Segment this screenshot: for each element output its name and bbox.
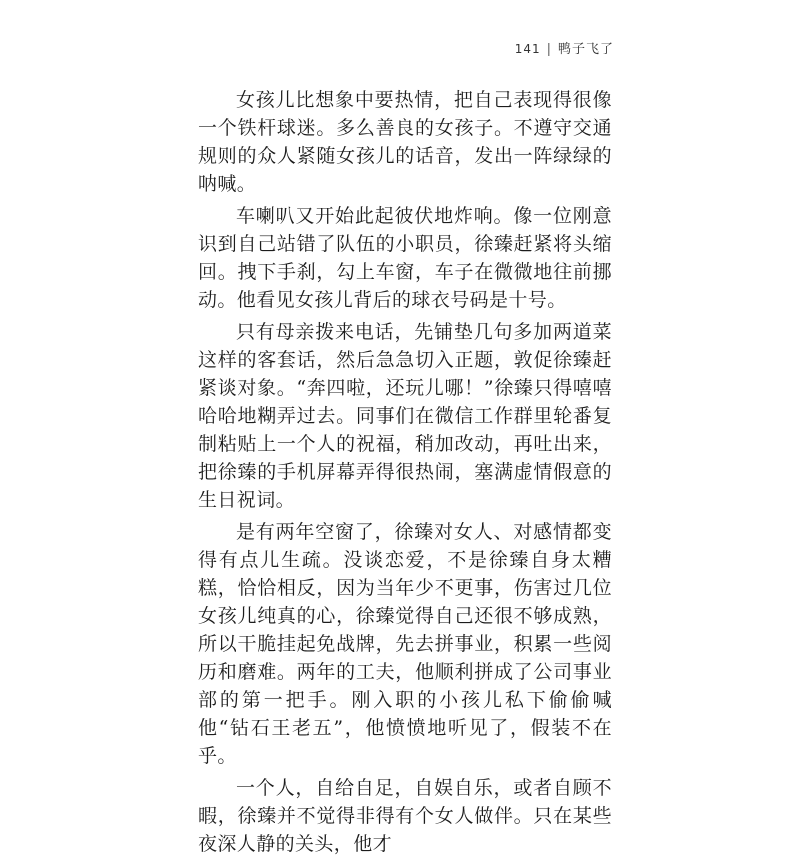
paragraph: 车喇叭又开始此起彼伏地炸响。像一位刚意识到自己站错了队伍的小职员，徐臻赶紧将头缩回。拽下手刹，勾上车窗，车子在微微地往前挪动。他看见女孩儿背后的球衣号码是十号。 bbox=[198, 205, 612, 311]
page-number: 141 bbox=[514, 42, 541, 56]
paragraph: 一个人，自给自足，自娱自乐，或者自顾不暇，徐臻并不觉得非得有个女人做伴。只在某些夜深人静的关头，他才 bbox=[198, 777, 612, 855]
paragraph: 只有母亲拨来电话，先铺垫几句多加两道菜这样的客套话，然后急急切入正题，敦促徐臻赶紧谈对象。“奔四啦，还玩儿哪！”徐臻只得嘻嘻哈哈地糊弄过去。同事们在微信工作群里轮番复制粘贴上一个人的祝福，稍加改动，再吐出来，把徐臻的手机屏幕弄得很热闹，塞满虚情假意的生日祝词。 bbox=[198, 321, 612, 511]
body-text bbox=[198, 86, 612, 858]
paragraph: 是有两年空窗了，徐臻对女人、对感情都变得有点儿生疏。没谈恋爱，不是徐臻自身太糟糕，恰恰相反，因为当年少不更事，伤害过几位女孩儿纯真的心，徐臻觉得自己还很不够成熟，所以干脆挂起免战牌，先去拼事业，积累一些阅历和磨难。两年的工夫，他顺利拼成了公司事业部的第一把手。刚入职的小孩儿私下偷偷喊他“钻石王老五”，他愤愤地听见了，假装不在乎。 bbox=[198, 521, 612, 767]
running-header bbox=[515, 38, 614, 57]
book-title: 鸭子飞了 bbox=[557, 42, 614, 57]
header-separator: | bbox=[546, 42, 552, 57]
paragraph: 女孩儿比想象中要热情，把自己表现得很像一个铁杆球迷。多么善良的女孩子。不遵守交通规则的众人紧随女孩儿的话音，发出一阵绿绿的呐喊。 bbox=[198, 89, 612, 195]
